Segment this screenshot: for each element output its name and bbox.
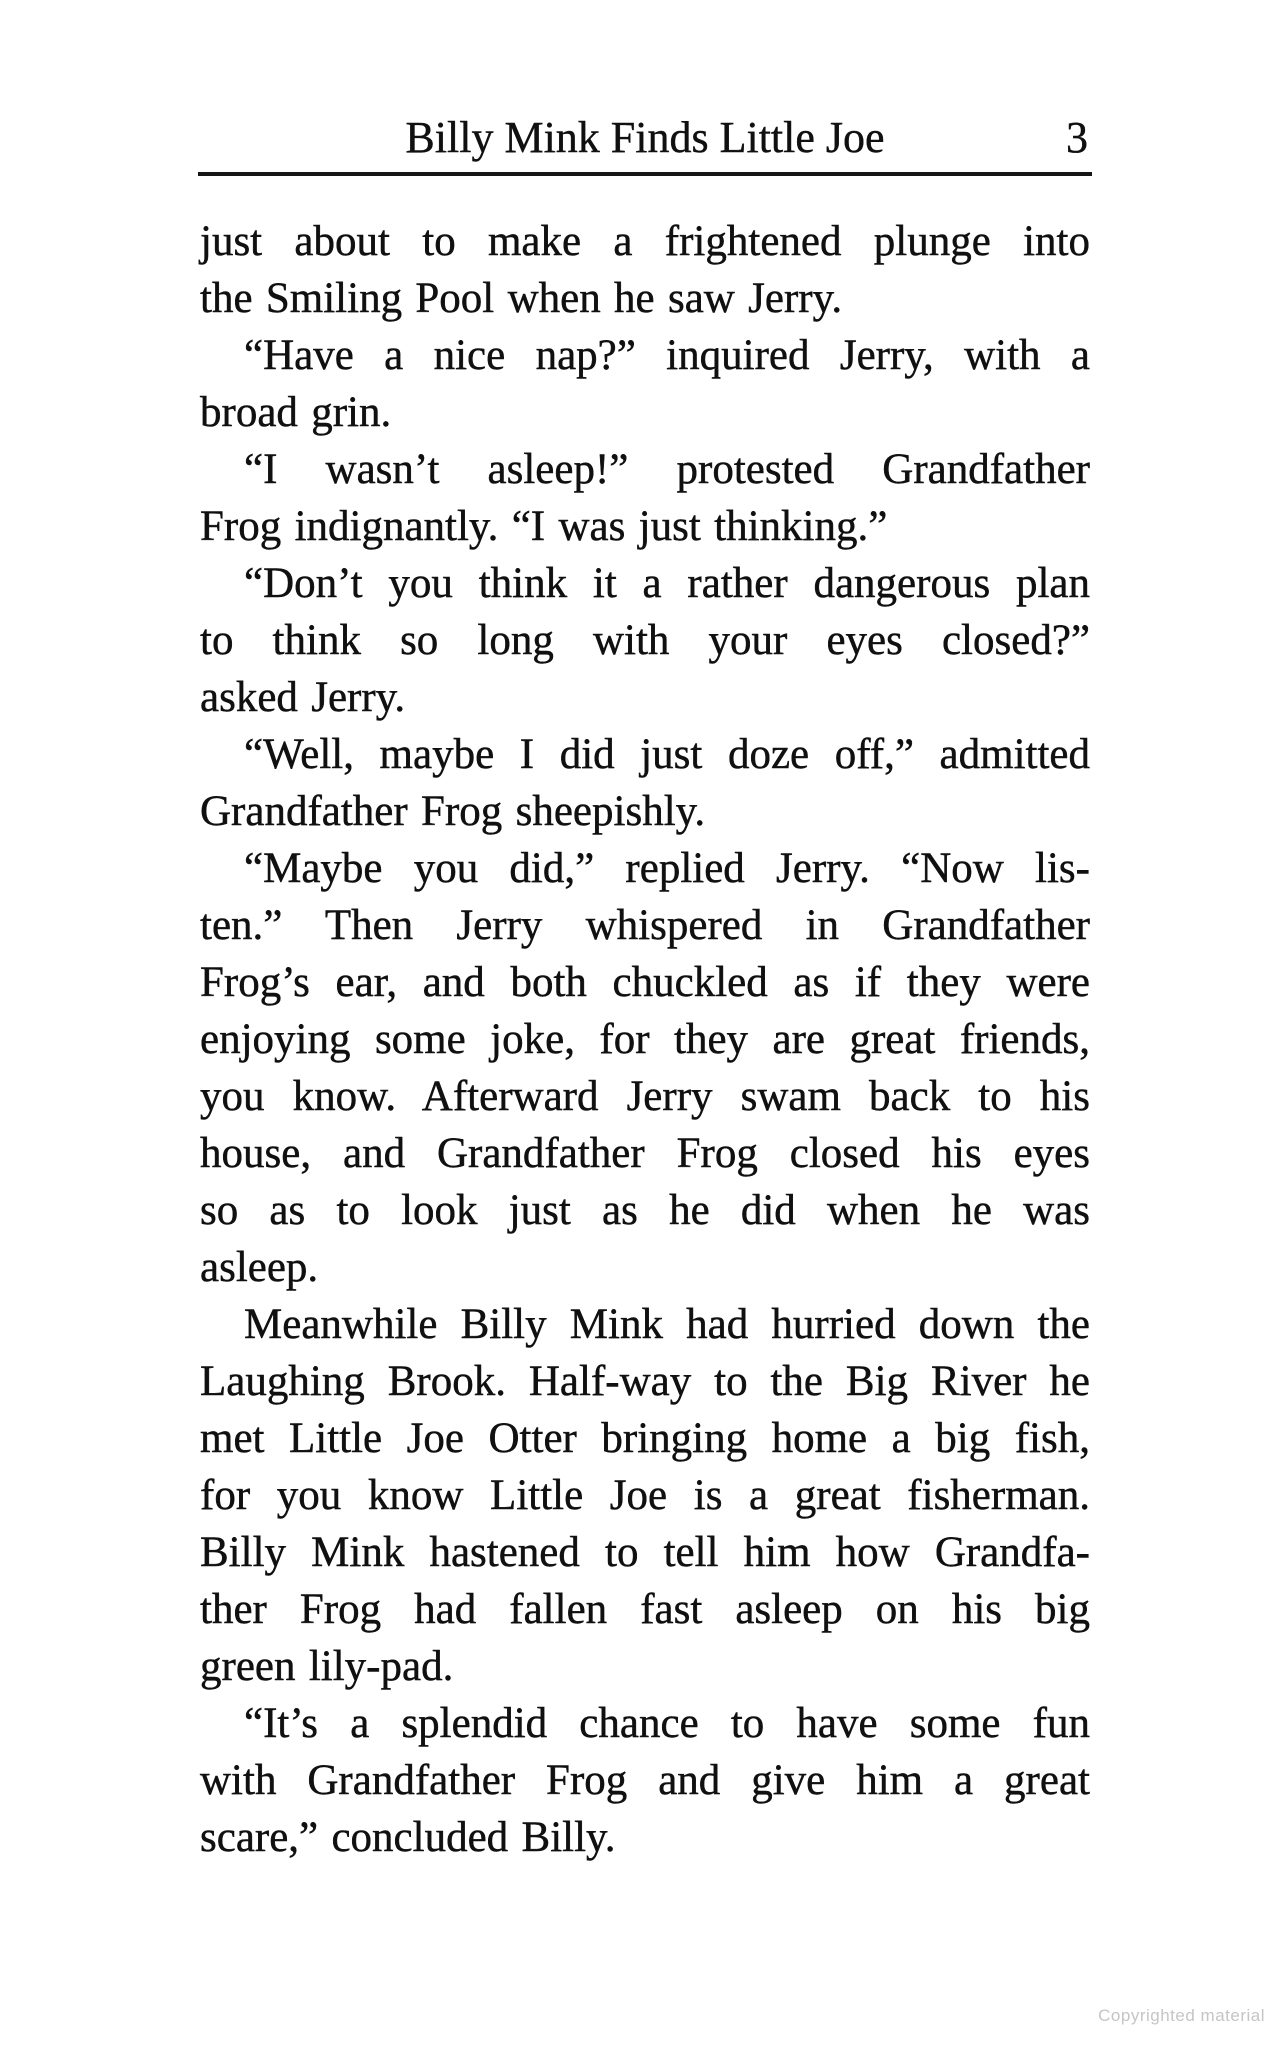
text-line: “I wasn’t asleep!” protested Grandfather — [244, 446, 1090, 493]
text-line: ther Frog had fallen fast asleep on his big — [200, 1586, 1090, 1633]
text-line: Billy Mink hastened to tell him how Grandfa- — [200, 1529, 1090, 1576]
header-rule — [198, 172, 1092, 176]
text-line: enjoying some joke, for they are great friends, — [200, 1016, 1090, 1063]
text-line: to think so long with your eyes closed?” — [200, 617, 1090, 664]
text-line: the Smiling Pool when he saw Jerry. — [200, 275, 843, 322]
text-line: just about to make a frightened plunge into — [200, 218, 1090, 265]
text-line: Frog’s ear, and both chuckled as if they were — [200, 959, 1090, 1006]
text-line: ten.” Then Jerry whispered in Grandfather — [200, 902, 1090, 949]
text-line: green lily-pad. — [200, 1643, 454, 1690]
text-line: Meanwhile Billy Mink had hurried down the — [244, 1301, 1090, 1348]
text-line: “Maybe you did,” replied Jerry. “Now lis- — [244, 845, 1090, 892]
text-line: so as to look just as he did when he was — [200, 1187, 1090, 1234]
text-line: scare,” concluded Billy. — [200, 1814, 616, 1861]
text-line: “Well, maybe I did just doze off,” admitted — [244, 731, 1090, 778]
text-line: you know. Afterward Jerry swam back to his — [200, 1073, 1090, 1120]
copyright-watermark: Copyrighted material — [1098, 2006, 1265, 2025]
text-line: asleep. — [200, 1244, 319, 1291]
chapter-title: Billy Mink Finds Little Joe — [405, 113, 885, 162]
text-line: house, and Grandfather Frog closed his eyes — [200, 1130, 1090, 1177]
running-header — [200, 112, 1090, 164]
text-line: Laughing Brook. Half-way to the Big River he — [200, 1358, 1090, 1405]
text-line: asked Jerry. — [200, 674, 406, 721]
page-number: 3 — [1066, 113, 1088, 162]
text-line: Grandfather Frog sheepishly. — [200, 788, 706, 835]
text-line: “Have a nice nap?” inquired Jerry, with a — [244, 332, 1090, 379]
text-line: with Grandfather Frog and give him a great — [200, 1757, 1090, 1804]
text-line: “It’s a splendid chance to have some fun — [244, 1700, 1090, 1747]
text-line: Frog indignantly. “I was just thinking.” — [200, 503, 888, 550]
body-text — [200, 213, 1090, 1866]
text-line: “Don’t you think it a rather dangerous plan — [244, 560, 1090, 607]
text-line: met Little Joe Otter bringing home a big fish, — [200, 1415, 1090, 1462]
text-line: broad grin. — [200, 389, 392, 436]
text-line: for you know Little Joe is a great fisherman. — [200, 1472, 1090, 1519]
